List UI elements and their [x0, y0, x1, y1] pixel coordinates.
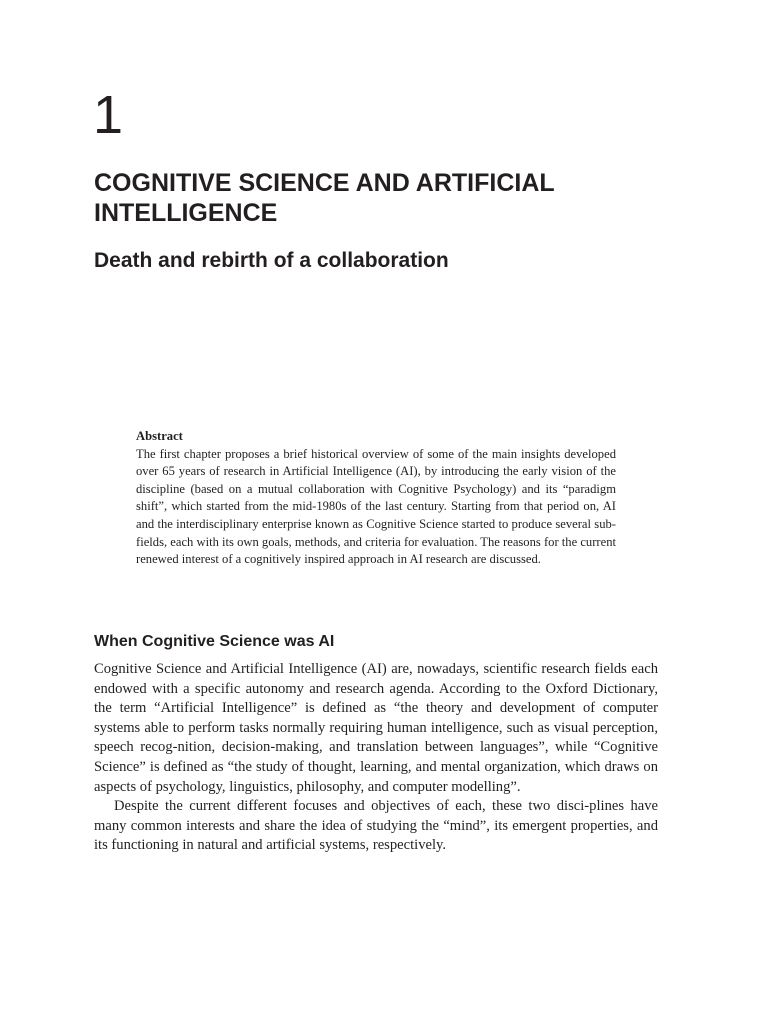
chapter-subtitle: Death and rebirth of a collaboration — [94, 249, 449, 272]
body-paragraph: Cognitive Science and Artificial Intelligence (AI) are, nowadays, scientific research fields each endowed with a specific autonomy and research agenda. According to the Oxford Dictionary, the term “Artificial Intelligence” is defined as “the theory and development of computer systems able to perform tasks normally requiring human intelligence, such as visual perception, speech recog-nition, decision-making, and translation between languages”, while “Cognitive Science” is defined as “the study of thought, learning, and mental organization, which draws on aspects of psychology, linguistics, philosophy, and computer modelling”. — [94, 661, 658, 795]
chapter-title: COGNITIVE SCIENCE AND ARTIFICIAL INTELLIGENCE — [94, 169, 555, 227]
section-heading: When Cognitive Science was AI — [94, 633, 335, 650]
abstract-text: The first chapter proposes a brief historical overview of some of the main insights developed over 65 years of research in Artificial Intelligence (AI), by introducing the early vision of the discipline (based on a mutual collaboration with Cognitive Psychology) and its “paradigm shift”, which started from the mid-1980s of the last century. Starting from that period on, AI and the interdisciplinary enterprise known as Cognitive Science started to produce several sub-fields, each with its own goals, methods, and criteria for evaluation. The reasons for the current renewed interest of a cognitively inspired approach in AI research are discussed. — [136, 446, 616, 567]
abstract-block — [136, 428, 616, 569]
chapter-number: 1 — [93, 85, 124, 145]
body-paragraph: Despite the current different focuses and objectives of each, these two disci-plines have many common interests and share the idea of studying the “mind”, its emergent properties, and its functioning in natural and artificial systems, respectively. — [94, 798, 658, 854]
abstract-heading: Abstract — [136, 429, 183, 443]
body-text — [94, 660, 658, 856]
